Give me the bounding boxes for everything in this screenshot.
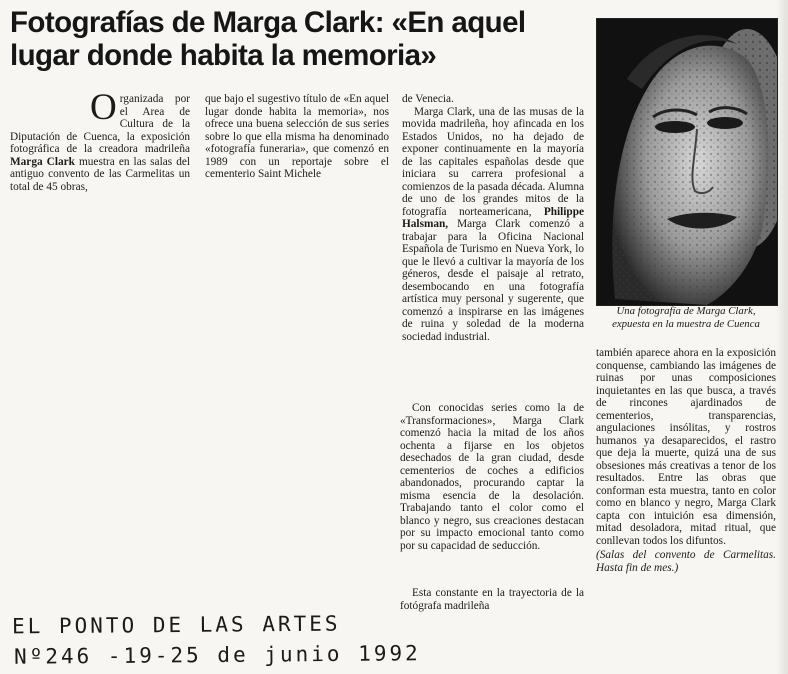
handwritten-source: EL PONTO DE LAS ARTES xyxy=(11,611,341,639)
photo-caption-line-2: expuesta en la muestra de Cuenca xyxy=(612,317,760,330)
column-2 xyxy=(205,93,389,181)
photo-caption-line-1: Una fotografía de Marga Clark, xyxy=(616,305,756,317)
drop-cap: O xyxy=(90,87,117,128)
biography-text-end: Marga Clark comenzó a trabajar para la Oficina Nacional Española de Turismo en Nueva York, lo que le llevó a cultivar la mayoría de los géneros, desde el paisaje al retrato, desembocando en una fotografía artística muy personal y sugerente, que comenzó a inspirarse en las imágenes de ruina y soledad de la moderna sociedad industrial. xyxy=(402,218,584,343)
portrait-photo xyxy=(596,18,778,306)
column-1 xyxy=(10,87,190,193)
column-2-text: que bajo el sugestivo título de «En aquel lugar donde habita la memoria», nos ofrece una buena selección de sus series sobre lo que ella misma ha denominado «fotografía funeraria», que comenzó en 1989 con un reportaje sobre el cementerio Saint Michele xyxy=(205,93,389,180)
photo-caption xyxy=(596,305,776,330)
lead-paragraph xyxy=(10,87,190,193)
exhibition-paragraph: también aparece ahora en la exposición conquense, cambiando las imágenes de ruinas por unas composiciones inquietantes en las que busca, a través de rincones ajardinados de cementerios, transparencias, angulaciones insólitas, y rostros humanos ya desaparecidos, el rastro que deja la muerte, quizá una de sus obsesiones más creativas a tenor de los resultados. Entre las obras que conforman esta muestra, tanto en color como en blanco y negro, Marga Clark capta con intuición esa dimensión, mitad desoladora, mitad ritual, que conllevan todos los difuntos. xyxy=(596,347,776,547)
column-3 xyxy=(402,93,584,343)
artist-name: Marga Clark xyxy=(10,155,75,168)
series-paragraph: Con conocidas series como la de «Transformaciones», Marga Clark comenzó hacia la mitad de los años ochenta a fijarse en los objetos desechados de la gran ciudad, desde cementerios de coches a edificios abandonados, procurando captar la misma esencia de la desolación. Trabajando tanto el color como el blanco y negro, sus creaciones destacan por su impacto emocional tanto como por su capacidad de seducción. xyxy=(400,402,584,552)
column-4 xyxy=(596,347,776,574)
lead-text: rganizada por el Area de Cultura de la Diputación de Cuenca, la exposición fotográfica de la creadora madrileña xyxy=(10,93,190,155)
column-3-bottom xyxy=(400,587,584,612)
column-3-lower xyxy=(400,402,584,552)
column-3-opening: de Venecia. xyxy=(402,93,454,105)
biography-paragraph xyxy=(402,106,584,344)
biography-text: Marga Clark, una de las musas de la movida madrileña, hoy afincada en los Estados Unidos, no ha dejado de exponer continuamente en la mayoría de las capitales españolas desde que iniciara su carrera profesional a comienzos de la pasada década. Alumna de uno de los grandes mitos de la fotografía norteamericana, xyxy=(402,105,584,218)
mentor-name: Philippe Halsman, xyxy=(402,205,584,230)
trajectory-paragraph: Esta constante en la trayectoria de la fotógrafa madrileña xyxy=(400,587,584,612)
venue-note: (Salas del convento de Carmelitas. Hasta fin de mes.) xyxy=(596,549,776,574)
lead-text-end: muestra en las salas del antiguo convento de las Carmelitas un total de 45 obras, xyxy=(10,155,190,193)
handwritten-issue-date: Nº246 -19-25 de junio 1992 xyxy=(13,641,421,669)
headline: Fotografías de Marga Clark: «En aquel lugar donde habita la memoria» xyxy=(10,6,526,72)
